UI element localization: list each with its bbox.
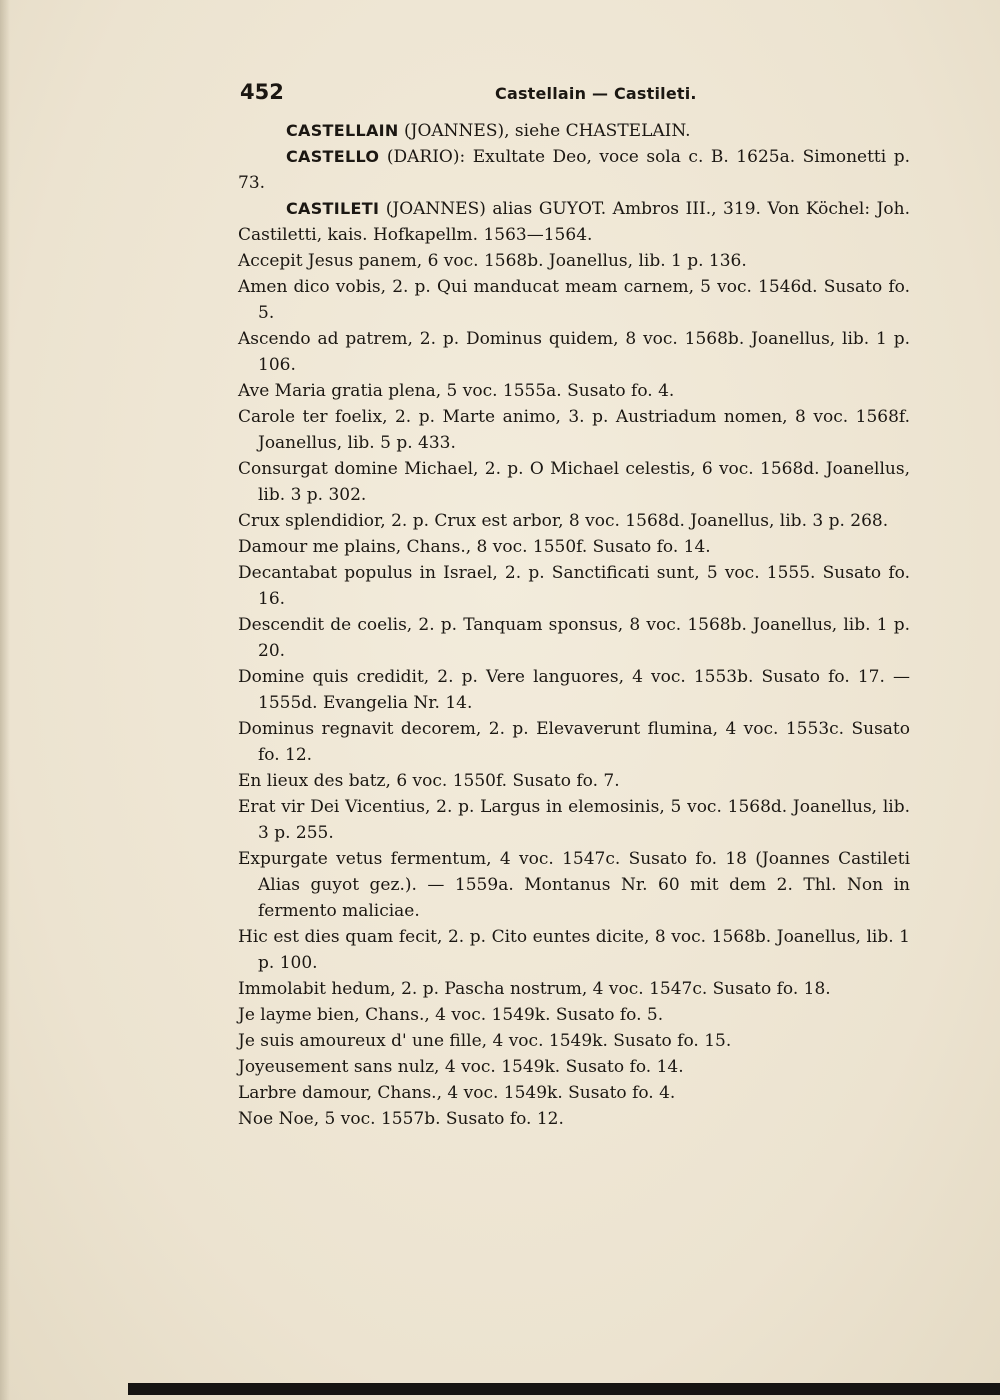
headword-entry xyxy=(238,144,910,196)
work-entry: Ave Maria gratia plena, 5 voc. 1555a. Susato fo. 4. xyxy=(238,381,675,401)
running-title: Castellain — Castileti. xyxy=(495,84,697,103)
work-entry: Erat vir Dei Vicentius, 2. p. Largus in elemosinis, 5 voc. 1568d. Joanellus, lib. 3 p. 255. xyxy=(238,797,910,843)
headword-name: CASTELLAIN xyxy=(286,121,399,140)
headword-text: : Exultate Deo, voce sola c. B. 1625a. Simonetti p. 73. xyxy=(238,147,911,193)
headword-name: CASTELLO xyxy=(286,147,380,166)
work-entry: Larbre damour, Chans., 4 voc. 1549k. Susato fo. 4. xyxy=(238,1083,676,1103)
headword-given-name: (DARIO) xyxy=(386,147,460,167)
headword-entry xyxy=(238,196,910,248)
work-entry: Crux splendidior, 2. p. Crux est arbor, 8 voc. 1568d. Joanellus, lib. 3 p. 268. xyxy=(238,511,889,531)
work-entry: Dominus regnavit decorem, 2. p. Elevaverunt flumina, 4 voc. 1553c. Susato fo. 12. xyxy=(238,719,910,765)
work-entry: Je layme bien, Chans., 4 voc. 1549k. Susato fo. 5. xyxy=(238,1005,664,1025)
work-entry: Amen dico vobis, 2. p. Qui manducat meam carnem, 5 voc. 1546d. Susato fo. 5. xyxy=(238,277,910,323)
headword-text: alias GUYOT. Ambros III., 319. Von Köchel: Joh. Castiletti, kais. Hofkapellm. 1563—1564. xyxy=(238,199,911,245)
work-entry: Noe Noe, 5 voc. 1557b. Susato fo. 12. xyxy=(238,1109,564,1129)
work-entry: Hic est dies quam fecit, 2. p. Cito euntes dicite, 8 voc. 1568b. Joanellus, lib. 1 p. 100. xyxy=(238,927,910,973)
work-entry: Joyeusement sans nulz, 4 voc. 1549k. Susato fo. 14. xyxy=(238,1057,684,1077)
work-entry: Immolabit hedum, 2. p. Pascha nostrum, 4 voc. 1547c. Susato fo. 18. xyxy=(238,979,831,999)
page-left-edge-shadow xyxy=(0,0,10,1400)
bottom-dark-bar xyxy=(128,1383,1000,1395)
headword-text: , siehe CHASTELAIN. xyxy=(504,121,691,141)
work-entry: Expurgate vetus fermentum, 4 voc. 1547c. Susato fo. 18 (Joannes Castileti Alias guyot gez.). — 1559a. Montanus Nr. 60 mit dem 2. Thl. Non in fermento maliciae. xyxy=(238,849,910,921)
work-entry: Decantabat populus in Israel, 2. p. Sanctificati sunt, 5 voc. 1555. Susato fo. 16. xyxy=(238,563,910,609)
page-body xyxy=(238,118,910,1132)
work-entry: En lieux des batz, 6 voc. 1550f. Susato fo. 7. xyxy=(238,771,620,791)
headword-given-name: (JOANNES) xyxy=(404,121,505,141)
work-entry: Je suis amoureux d' une fille, 4 voc. 1549k. Susato fo. 15. xyxy=(238,1031,732,1051)
headword-given-name: (JOANNES) xyxy=(385,199,486,219)
page-number: 452 xyxy=(240,80,284,104)
page-header xyxy=(240,80,905,110)
work-entry: Accepit Jesus panem, 6 voc. 1568b. Joanellus, lib. 1 p. 136. xyxy=(238,251,747,271)
headword-entry xyxy=(238,118,910,144)
work-entry: Damour me plains, Chans., 8 voc. 1550f. Susato fo. 14. xyxy=(238,537,711,557)
work-entry: Carole ter foelix, 2. p. Marte animo, 3. p. Austriadum nomen, 8 voc. 1568f. Joanellus, lib. 5 p. 433. xyxy=(238,407,910,453)
work-entry: Ascendo ad patrem, 2. p. Dominus quidem, 8 voc. 1568b. Joanellus, lib. 1 p. 106. xyxy=(238,329,910,375)
work-entry: Consurgat domine Michael, 2. p. O Michael celestis, 6 voc. 1568d. Joanellus, lib. 3 p. 302. xyxy=(238,459,910,505)
headword-name: CASTILETI xyxy=(286,199,380,218)
work-entry: Descendit de coelis, 2. p. Tanquam sponsus, 8 voc. 1568b. Joanellus, lib. 1 p. 20. xyxy=(238,615,910,661)
work-entry: Domine quis credidit, 2. p. Vere languores, 4 voc. 1553b. Susato fo. 17. — 1555d. Evangelia Nr. 14. xyxy=(238,667,910,713)
